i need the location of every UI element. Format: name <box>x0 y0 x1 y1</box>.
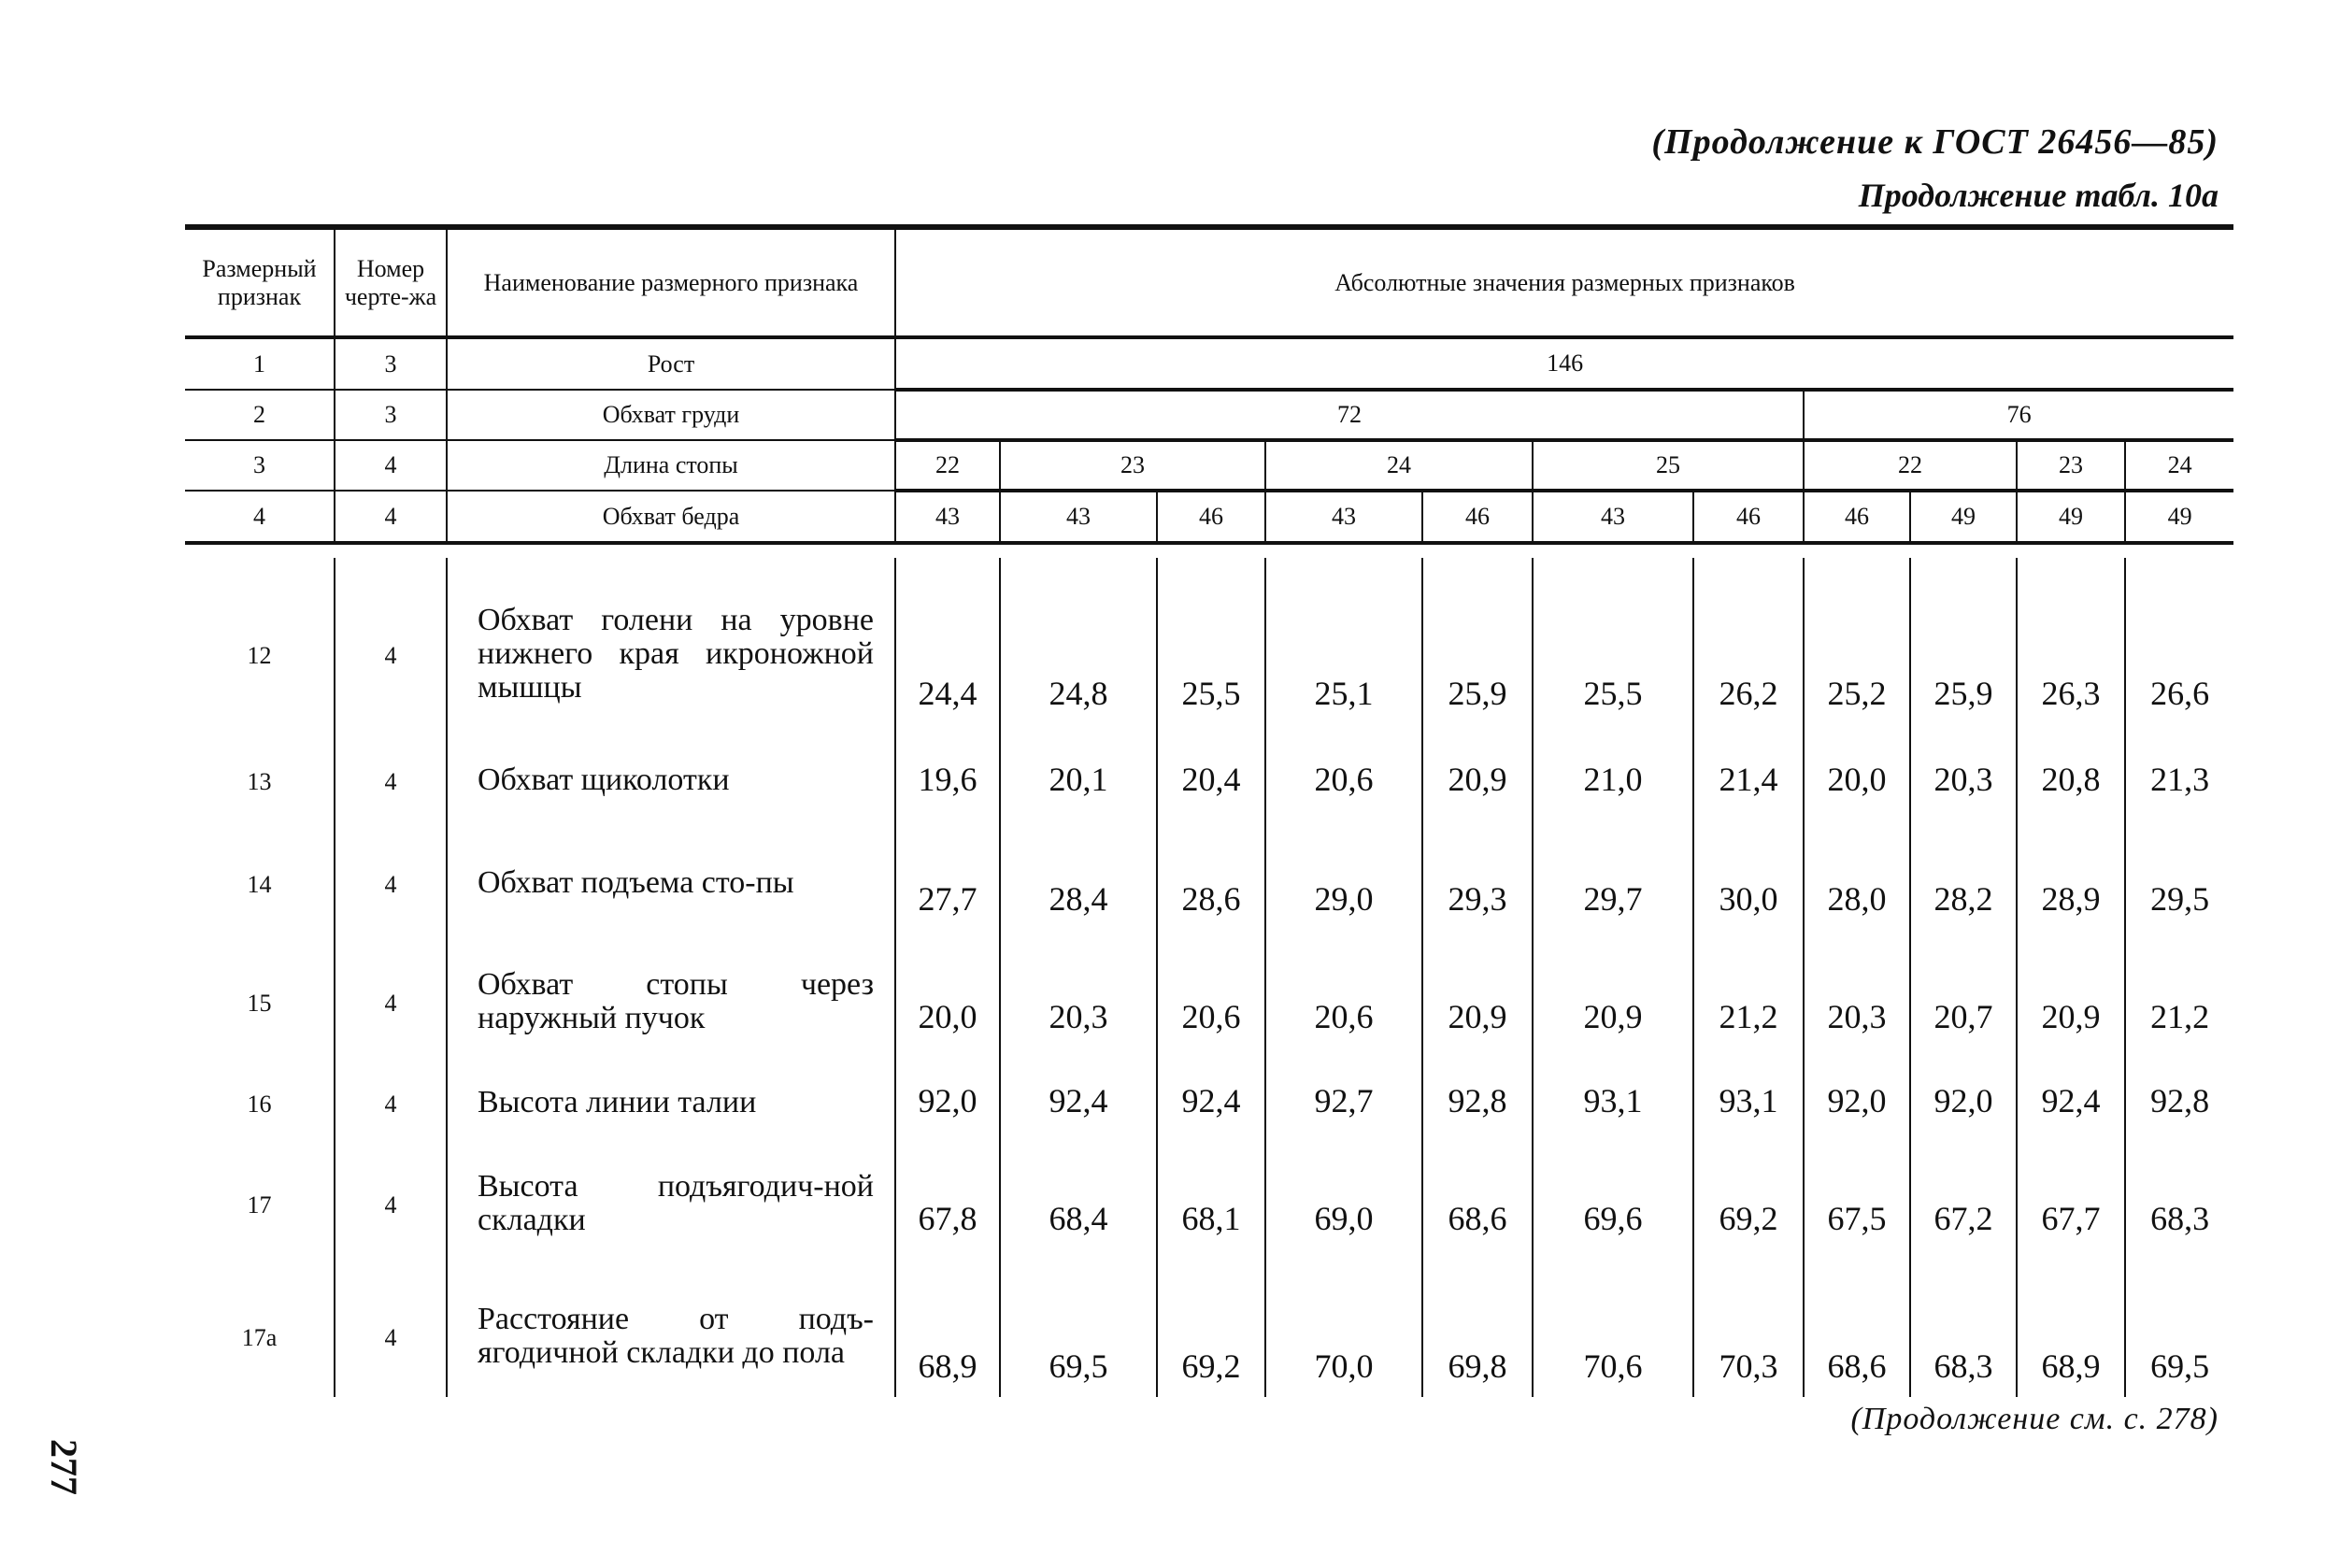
name-cell: Обхват подъема сто-пы <box>447 810 895 930</box>
sign-cell: 17а <box>241 1324 278 1352</box>
value-cell: 92,7 <box>1265 1048 1422 1132</box>
key-name-cell: Обхват бедра <box>447 491 895 543</box>
value-cell: 70,6 <box>1533 1249 1693 1397</box>
key-sign-cell: 1 <box>185 337 335 390</box>
value-cell: 20,6 <box>1265 724 1422 810</box>
key-row-hip <box>185 491 2233 543</box>
value-cell: 20,0 <box>895 930 1000 1048</box>
value-cell: 20,8 <box>2017 724 2125 810</box>
drawing-cell: 4 <box>335 724 447 810</box>
key-group-cell: 25 <box>1533 440 1804 491</box>
value-cell: 29,7 <box>1533 810 1693 930</box>
key-group-cell: 22 <box>895 440 1000 491</box>
value-cell: 26,2 <box>1693 558 1804 724</box>
value-cell: 19,6 <box>895 724 1000 810</box>
name-cell: Расстояние от подъ-ягодичной складки до пола <box>447 1249 895 1397</box>
value-cell: 67,5 <box>1804 1132 1910 1249</box>
sign-cell: 17 <box>247 1191 272 1219</box>
value-cell: 20,9 <box>2017 930 2125 1048</box>
table-row <box>185 810 2233 930</box>
value-cell: 69,2 <box>1157 1249 1265 1397</box>
key-group-cell: 49 <box>2017 491 2125 543</box>
document-reference: (Продолжение к ГОСТ 26456—85) <box>1651 122 2219 162</box>
value-cell: 27,7 <box>895 810 1000 930</box>
name-cell: Обхват щиколотки <box>447 724 895 810</box>
key-group-cell: 49 <box>1910 491 2017 543</box>
value-cell: 69,0 <box>1265 1132 1422 1249</box>
drawing-cell: 4 <box>335 1249 447 1397</box>
key-group-cell: 46 <box>1157 491 1265 543</box>
value-cell: 24,4 <box>895 558 1000 724</box>
size-characteristics-table <box>185 224 2233 1397</box>
key-group-cell: 46 <box>1693 491 1804 543</box>
value-cell: 26,6 <box>2125 558 2233 724</box>
name-cell: Обхват стопы через наружный пучок <box>447 930 895 1048</box>
value-cell: 92,8 <box>2125 1048 2233 1132</box>
key-group-cell: 22 <box>1804 440 2017 491</box>
key-group-cell: 23 <box>2017 440 2125 491</box>
key-group-cell: 72 <box>895 390 1804 440</box>
value-cell: 20,9 <box>1533 930 1693 1048</box>
key-group-cell: 23 <box>1000 440 1265 491</box>
value-cell: 92,0 <box>1910 1048 2017 1132</box>
table-row <box>185 724 2233 810</box>
name-cell: Высота линии талии <box>447 1048 895 1132</box>
key-group-cell: 46 <box>1422 491 1533 543</box>
value-cell: 28,6 <box>1157 810 1265 930</box>
value-cell: 68,6 <box>1422 1132 1533 1249</box>
value-cell: 20,9 <box>1422 930 1533 1048</box>
value-cell: 93,1 <box>1693 1048 1804 1132</box>
key-group-cell: 49 <box>2125 491 2233 543</box>
table-row <box>185 558 2233 724</box>
value-cell: 21,3 <box>2125 724 2233 810</box>
value-cell: 68,1 <box>1157 1132 1265 1249</box>
sign-cell: 15 <box>247 990 272 1018</box>
value-cell: 25,1 <box>1265 558 1422 724</box>
value-cell: 25,2 <box>1804 558 1910 724</box>
key-group-cell: 24 <box>2125 440 2233 491</box>
value-cell: 67,7 <box>2017 1132 2125 1249</box>
value-cell: 68,3 <box>2125 1132 2233 1249</box>
value-cell: 20,3 <box>1910 724 2017 810</box>
value-cell: 20,1 <box>1000 724 1157 810</box>
table-row <box>185 1048 2233 1132</box>
value-cell: 68,9 <box>895 1249 1000 1397</box>
drawing-cell: 4 <box>335 810 447 930</box>
drawing-cell: 4 <box>335 930 447 1048</box>
key-sign-cell: 2 <box>185 390 335 440</box>
col-header-values: Абсолютные значения размерных признаков <box>895 227 2233 337</box>
value-cell: 67,2 <box>1910 1132 2017 1249</box>
value-cell: 70,3 <box>1693 1249 1804 1397</box>
key-drawing-cell: 3 <box>335 390 447 440</box>
value-cell: 28,9 <box>2017 810 2125 930</box>
table-row <box>185 1132 2233 1249</box>
drawing-cell: 4 <box>335 558 447 724</box>
key-sign-cell: 4 <box>185 491 335 543</box>
value-cell: 68,6 <box>1804 1249 1910 1397</box>
spacer-row <box>185 543 2233 558</box>
value-cell: 20,7 <box>1910 930 2017 1048</box>
key-drawing-cell: 3 <box>335 337 447 390</box>
value-cell: 20,3 <box>1804 930 1910 1048</box>
value-cell: 92,8 <box>1422 1048 1533 1132</box>
name-cell: Обхват голени на уровне нижнего края икроножной мышцы <box>447 558 895 724</box>
value-cell: 29,0 <box>1265 810 1422 930</box>
value-cell: 25,5 <box>1533 558 1693 724</box>
name-cell: Высота подъягодич-ной складки <box>447 1132 895 1249</box>
sign-cell: 16 <box>247 1090 272 1119</box>
column-header-row <box>185 227 2233 337</box>
value-cell: 67,8 <box>895 1132 1000 1249</box>
value-cell: 24,8 <box>1000 558 1157 724</box>
key-name-cell: Рост <box>447 337 895 390</box>
col-header-drawing: Номер черте-жа <box>335 227 447 337</box>
col-header-sign: Размерный признак <box>185 227 335 337</box>
value-cell: 25,9 <box>1910 558 2017 724</box>
sign-cell: 14 <box>247 871 272 899</box>
page-number: 277 <box>43 1439 85 1495</box>
value-cell: 69,2 <box>1693 1132 1804 1249</box>
value-cell: 70,0 <box>1265 1249 1422 1397</box>
value-cell: 68,9 <box>2017 1249 2125 1397</box>
key-name-cell: Длина стопы <box>447 440 895 491</box>
key-group-cell: 43 <box>1533 491 1693 543</box>
value-cell: 26,3 <box>2017 558 2125 724</box>
key-group-cell: 146 <box>895 337 2233 390</box>
value-cell: 21,0 <box>1533 724 1693 810</box>
col-header-name: Наименование размерного признака <box>447 227 895 337</box>
value-cell: 20,0 <box>1804 724 1910 810</box>
drawing-cell: 4 <box>335 1132 447 1249</box>
key-group-cell: 43 <box>895 491 1000 543</box>
key-row-height <box>185 337 2233 390</box>
key-group-cell: 43 <box>1000 491 1157 543</box>
value-cell: 92,0 <box>1804 1048 1910 1132</box>
value-cell: 92,0 <box>895 1048 1000 1132</box>
table-row <box>185 930 2233 1048</box>
value-cell: 68,3 <box>1910 1249 2017 1397</box>
key-group-cell: 43 <box>1265 491 1422 543</box>
value-cell: 68,4 <box>1000 1132 1157 1249</box>
value-cell: 25,5 <box>1157 558 1265 724</box>
value-cell: 69,8 <box>1422 1249 1533 1397</box>
value-cell: 20,4 <box>1157 724 1265 810</box>
table-continuation-label: Продолжение табл. 10а <box>1858 177 2219 214</box>
key-group-cell: 46 <box>1804 491 1910 543</box>
table-row <box>185 1249 2233 1397</box>
key-drawing-cell: 4 <box>335 491 447 543</box>
key-group-cell: 76 <box>1804 390 2233 440</box>
key-name-cell: Обхват груди <box>447 390 895 440</box>
key-group-cell: 24 <box>1265 440 1533 491</box>
value-cell: 21,2 <box>2125 930 2233 1048</box>
key-sign-cell: 3 <box>185 440 335 491</box>
value-cell: 29,3 <box>1422 810 1533 930</box>
sign-cell: 12 <box>247 642 272 670</box>
key-row-chest <box>185 390 2233 440</box>
value-cell: 92,4 <box>2017 1048 2125 1132</box>
value-cell: 92,4 <box>1000 1048 1157 1132</box>
value-cell: 28,4 <box>1000 810 1157 930</box>
value-cell: 69,6 <box>1533 1132 1693 1249</box>
value-cell: 25,9 <box>1422 558 1533 724</box>
value-cell: 29,5 <box>2125 810 2233 930</box>
key-row-foot-length <box>185 440 2233 491</box>
value-cell: 20,6 <box>1157 930 1265 1048</box>
value-cell: 20,9 <box>1422 724 1533 810</box>
value-cell: 69,5 <box>2125 1249 2233 1397</box>
value-cell: 93,1 <box>1533 1048 1693 1132</box>
value-cell: 30,0 <box>1693 810 1804 930</box>
value-cell: 69,5 <box>1000 1249 1157 1397</box>
value-cell: 92,4 <box>1157 1048 1265 1132</box>
continuation-note: (Продолжение см. с. 278) <box>1850 1402 2219 1436</box>
key-drawing-cell: 4 <box>335 440 447 491</box>
value-cell: 20,3 <box>1000 930 1157 1048</box>
value-cell: 20,6 <box>1265 930 1422 1048</box>
value-cell: 21,4 <box>1693 724 1804 810</box>
value-cell: 21,2 <box>1693 930 1804 1048</box>
drawing-cell: 4 <box>335 1048 447 1132</box>
value-cell: 28,2 <box>1910 810 2017 930</box>
sign-cell: 13 <box>247 768 272 796</box>
value-cell: 28,0 <box>1804 810 1910 930</box>
